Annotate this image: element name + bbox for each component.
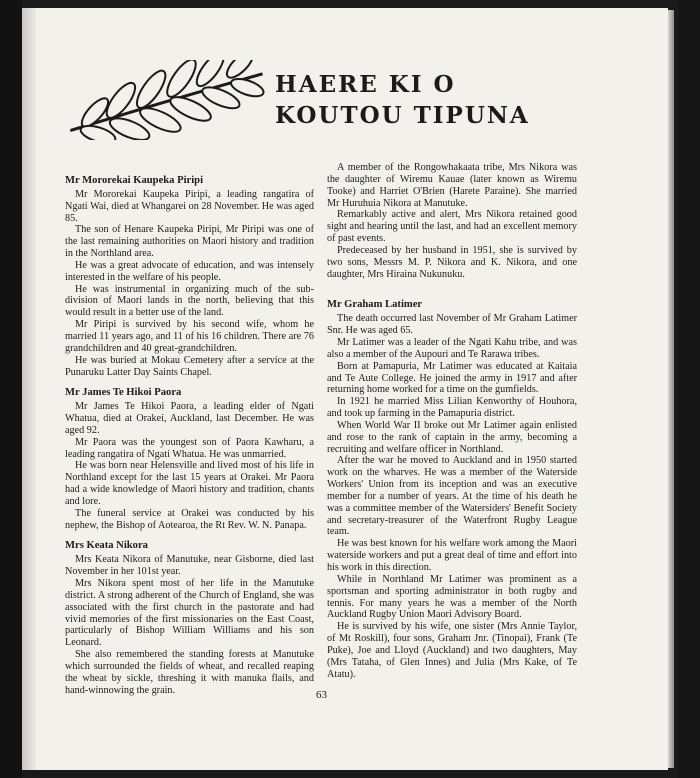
left-column: [65, 175, 314, 696]
page-edge-shadow: [668, 10, 674, 768]
paragraph: Mrs Nikora spent most of her life in the Manutuke district. A strong adherent of the Church of England, she was associated with the first church in the pastorate and had vivid memories of the first missionaries on the East Coast, particularly of Bishop William Williams and his son Leonard.: [65, 578, 314, 649]
paragraph: Predeceased by her husband in 1951, she is survived by two sons, Messrs M. P. Nikora and K. Nikora, and one daughter, Mrs Hiraina Nukunuku.: [327, 244, 577, 280]
paragraph: After the war he moved to Auckland and in 1950 started work on the wharves. He was a member of the Waterside Workers' Union from its inception and was an executive member for a number of years. At the time of his death he was a committee member of the Watersiders' Benefit Society and secretary-treasurer of the Waterfront Rugby League team.: [327, 455, 577, 538]
paragraph: Mr Latimer was a leader of the Ngati Kahu tribe, and was also a member of the Aupouri and Te Rarawa tribes.: [327, 336, 577, 360]
page-title: [275, 69, 585, 131]
page-gutter-shadow: [22, 8, 36, 770]
scan-background-left: [0, 0, 22, 778]
paragraph: He was instrumental in organizing much of the sub-division of Maori lands in the north, believing that this would result in a better use of the land.: [65, 283, 314, 319]
paragraph: Remarkably active and alert, Mrs Nikora retained good sight and hearing until the last, and had an excellent memory of past events.: [327, 209, 577, 245]
paragraph: He is survived by his wife, one sister (Mrs Annie Taylor, of Mt Roskill), four sons, Graham Jnr. (Tinopai), Frank (Te Puke), Joe and Lloyd (Auckland) and two daughters, May (Mrs Tataha, of Glen Innes) and Julia (Mrs Kake, of Te Atatu).: [327, 621, 577, 680]
paragraph: While in Northland Mr Latimer was prominent as a sportsman and sporting administrator in both rugby and tennis. For many years he was a member of the North Auckland Rugby Union Maori Advisory Board.: [327, 573, 577, 621]
obituary-heading: Mrs Keata Nikora: [65, 540, 148, 552]
right-column: [327, 162, 577, 680]
obituary-heading: Mr Graham Latimer: [327, 299, 423, 311]
paragraph: When World War II broke out Mr Latimer again enlisted and rose to the rank of captain in the army, becoming a recruiting and welfare officer in Northland.: [327, 419, 577, 455]
paragraph: She also remembered the standing forests at Manutuke which surrounded the fields of wheat, and recalled reaping the wheat by sickle, threshing it with manuka flails, and hand-winnowing the grain.: [65, 649, 314, 696]
page-number: 63: [316, 689, 327, 701]
leaf-branch-icon: [64, 60, 270, 140]
paragraph: Mr Piripi is survived by his second wife, whom he married 11 years ago, and 11 of his 16 children. There are 76 grandchildren and 40 great-grandchildren.: [65, 319, 314, 354]
paragraph: The son of Henare Kaupeka Piripi, Mr Piripi was one of the last remaining authorities on Maori history and tradition in the Northland area.: [65, 224, 314, 260]
scan-background-right: [678, 0, 700, 778]
title-line-1: HAERE KI O: [275, 71, 456, 98]
section-spacer: [327, 280, 577, 290]
obituary-heading: Mr James Te Hikoi Paora: [65, 387, 182, 399]
paragraph: He was best known for his welfare work among the Maori waterside workers and put a great deal of time and effort into his work in this direction.: [327, 538, 577, 573]
paragraph: Mr Mororekai Kaupeka Piripi, a leading rangatira of Ngati Wai, died at Whangarei on 28 November. He was aged 85.: [65, 188, 314, 224]
paragraph: The death occurred last November of Mr Graham Latimer Snr. He was aged 65.: [327, 313, 577, 337]
obituary-heading: Mr Mororekai Kaupeka Piripi: [65, 175, 204, 186]
paragraph: The funeral service at Orakei was conducted by his nephew, the Bishop of Aotearoa, the Rt Rev. W. N. Panapa.: [65, 507, 314, 531]
paragraph: Mr James Te Hikoi Paora, a leading elder of Ngati Whatua, died at Orakei, Auckland, last December. He was aged 92.: [65, 401, 314, 436]
paragraph: Born at Pamapuria, Mr Latimer was educated at Kaitaia and Te Aute College. He joined the army in 1917 and after returning home worked for a time on the gumfields.: [327, 360, 577, 396]
paragraph: He was a great advocate of education, and was intensely interested in the welfare of his people.: [65, 259, 314, 283]
paragraph: Mrs Keata Nikora of Manutuke, near Gisborne, died last November in her 101st year.: [65, 554, 314, 578]
paragraph: In 1921 he married Miss Lilian Kenworthy of Houhora, and took up farming in the Pamapuria district.: [327, 396, 577, 420]
paragraph: He was born near Helensville and lived most of his life in Northland except for the last 15 years at Orakei. Mr Paora had a wide knowledge of Maori history and tradition, chants and lore.: [65, 460, 314, 507]
paragraph: A member of the Rongowhakaata tribe, Mrs Nikora was the daughter of Wiremu Kauae (later known as Wiremu Tooke) and Harriet O'Brien (Harete Paraine). She married Mr Huruhuia Nikora at Manutuke.: [327, 162, 577, 209]
title-line-2: KOUTOU TIPUNA: [275, 102, 530, 129]
paragraph: Mr Paora was the youngest son of Paora Kawharu, a leading rangatira of Ngati Whatua. He was unmarried.: [65, 436, 314, 460]
paragraph: He was buried at Mokau Cemetery after a service at the Punaruku Latter Day Saints Chapel.: [65, 354, 314, 378]
